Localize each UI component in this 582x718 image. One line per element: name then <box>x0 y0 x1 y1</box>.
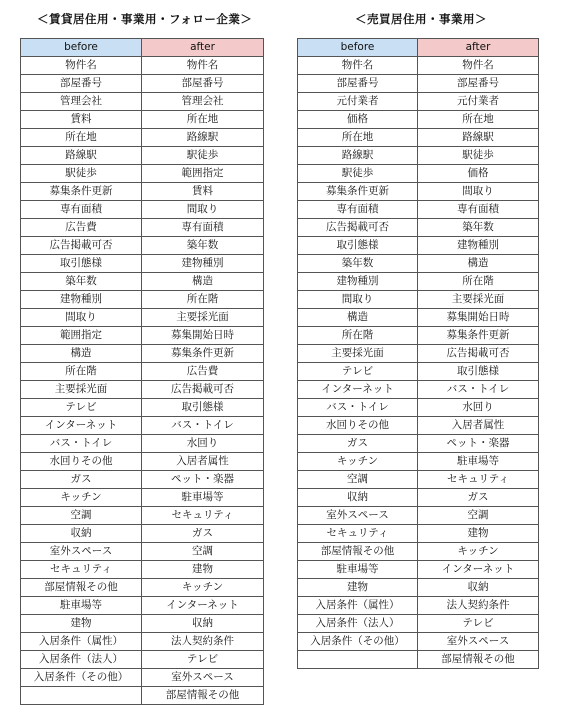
sale-comparison-table <box>297 38 539 669</box>
after-cell: 駐車場等 <box>142 489 264 507</box>
after-cell: 室外スペース <box>142 669 264 687</box>
table-row <box>298 111 539 129</box>
before-cell: テレビ <box>298 363 418 381</box>
after-cell: 取引態様 <box>142 399 264 417</box>
before-cell: 路線駅 <box>21 147 142 165</box>
table-row <box>21 489 264 507</box>
before-cell: 広告掲載可否 <box>21 237 142 255</box>
table-row <box>298 435 539 453</box>
after-cell: ペット・楽器 <box>418 435 539 453</box>
after-cell: ガス <box>418 489 539 507</box>
table-row <box>298 507 539 525</box>
after-cell: インターネット <box>418 561 539 579</box>
after-cell: インターネット <box>142 597 264 615</box>
table-row <box>21 129 264 147</box>
before-cell: 入居条件（その他） <box>21 669 142 687</box>
before-cell: セキュリティ <box>21 561 142 579</box>
table-row <box>298 219 539 237</box>
table-row <box>21 669 264 687</box>
table-row <box>298 255 539 273</box>
before-cell: 水回りその他 <box>298 417 418 435</box>
table-row <box>21 201 264 219</box>
table-row <box>298 273 539 291</box>
table-row <box>298 579 539 597</box>
before-cell: 広告掲載可否 <box>298 219 418 237</box>
before-cell: 部屋番号 <box>298 75 418 93</box>
after-cell: 取引態様 <box>418 363 539 381</box>
before-cell: 取引態様 <box>298 237 418 255</box>
before-cell: バス・トイレ <box>298 399 418 417</box>
after-cell: テレビ <box>418 615 539 633</box>
before-cell: 募集条件更新 <box>21 183 142 201</box>
after-cell: 空調 <box>418 507 539 525</box>
before-cell: 募集条件更新 <box>298 183 418 201</box>
table-row <box>21 615 264 633</box>
before-cell: 構造 <box>298 309 418 327</box>
before-cell: 築年数 <box>298 255 418 273</box>
after-cell: 部屋情報その他 <box>142 687 264 705</box>
before-cell: 部屋番号 <box>21 75 142 93</box>
before-cell: ガス <box>21 471 142 489</box>
before-cell: キッチン <box>21 489 142 507</box>
table-row <box>298 597 539 615</box>
before-cell: 主要採光面 <box>298 345 418 363</box>
before-cell: 空調 <box>21 507 142 525</box>
table-row <box>21 147 264 165</box>
table-row <box>298 363 539 381</box>
table-row <box>21 219 264 237</box>
before-cell: 路線駅 <box>298 147 418 165</box>
before-cell: 部屋情報その他 <box>21 579 142 597</box>
table-row <box>21 633 264 651</box>
before-cell: 所在階 <box>298 327 418 345</box>
table-row <box>21 417 264 435</box>
before-cell: 間取り <box>298 291 418 309</box>
table-row <box>21 399 264 417</box>
table-row <box>298 129 539 147</box>
before-cell <box>298 651 418 669</box>
after-cell: 募集開始日時 <box>418 309 539 327</box>
before-cell: 室外スペース <box>21 543 142 561</box>
table-row <box>298 525 539 543</box>
after-cell: 収納 <box>142 615 264 633</box>
table-row <box>298 633 539 651</box>
after-cell: 建物種別 <box>418 237 539 255</box>
table-row <box>21 453 264 471</box>
after-cell: 募集開始日時 <box>142 327 264 345</box>
after-cell: 構造 <box>418 255 539 273</box>
table-row <box>21 309 264 327</box>
table-row <box>298 453 539 471</box>
before-cell: 駅徒歩 <box>21 165 142 183</box>
after-cell: 募集条件更新 <box>142 345 264 363</box>
after-cell: 専有面積 <box>418 201 539 219</box>
before-cell: 建物種別 <box>21 291 142 309</box>
before-cell: 入居条件（法人） <box>21 651 142 669</box>
table-row <box>21 543 264 561</box>
before-cell: 室外スペース <box>298 507 418 525</box>
after-cell: 空調 <box>142 543 264 561</box>
before-header: before <box>298 39 418 57</box>
after-cell: 築年数 <box>142 237 264 255</box>
after-cell: 広告掲載可否 <box>418 345 539 363</box>
table-row <box>298 651 539 669</box>
table-row <box>21 651 264 669</box>
after-cell: 募集条件更新 <box>418 327 539 345</box>
table-row <box>298 327 539 345</box>
before-cell: 建物 <box>21 615 142 633</box>
after-cell: 駅徒歩 <box>142 147 264 165</box>
before-cell: 駐車場等 <box>21 597 142 615</box>
before-cell: 入居条件（法人） <box>298 615 418 633</box>
before-cell: 範囲指定 <box>21 327 142 345</box>
after-cell: セキュリティ <box>142 507 264 525</box>
before-cell: 主要採光面 <box>21 381 142 399</box>
after-cell: 元付業者 <box>418 93 539 111</box>
before-cell: 物件名 <box>21 57 142 75</box>
before-cell: バス・トイレ <box>21 435 142 453</box>
table-row <box>21 75 264 93</box>
before-cell: 広告費 <box>21 219 142 237</box>
after-cell: 広告費 <box>142 363 264 381</box>
table-row <box>21 291 264 309</box>
sale-table-body <box>298 57 539 669</box>
after-cell: 入居者属性 <box>142 453 264 471</box>
table-row <box>21 93 264 111</box>
after-cell: 間取り <box>418 183 539 201</box>
after-cell: 構造 <box>142 273 264 291</box>
before-cell: インターネット <box>298 381 418 399</box>
before-cell: 水回りその他 <box>21 453 142 471</box>
before-cell: インターネット <box>21 417 142 435</box>
after-cell: 建物種別 <box>142 255 264 273</box>
before-cell: 収納 <box>21 525 142 543</box>
table-row <box>21 345 264 363</box>
after-cell: セキュリティ <box>418 471 539 489</box>
table-row <box>298 381 539 399</box>
before-cell: 空調 <box>298 471 418 489</box>
before-cell <box>21 687 142 705</box>
table-row <box>21 381 264 399</box>
rental-comparison-table <box>20 38 264 705</box>
before-cell: 入居条件（属性） <box>298 597 418 615</box>
before-header: before <box>21 39 142 57</box>
before-cell: 価格 <box>298 111 418 129</box>
table-header-row <box>298 39 539 57</box>
before-cell: 駅徒歩 <box>298 165 418 183</box>
table-row <box>298 561 539 579</box>
after-cell: 所在地 <box>418 111 539 129</box>
after-cell: 部屋情報その他 <box>418 651 539 669</box>
table-row <box>298 147 539 165</box>
table-row <box>298 615 539 633</box>
before-cell: 物件名 <box>298 57 418 75</box>
table-row <box>21 597 264 615</box>
table-row <box>298 93 539 111</box>
after-cell: 専有面積 <box>142 219 264 237</box>
table-row <box>21 111 264 129</box>
table-row <box>298 201 539 219</box>
after-cell: 範囲指定 <box>142 165 264 183</box>
before-cell: 元付業者 <box>298 93 418 111</box>
before-cell: 駐車場等 <box>298 561 418 579</box>
after-cell: 主要採光面 <box>142 309 264 327</box>
before-cell: 部屋情報その他 <box>298 543 418 561</box>
table-row <box>298 345 539 363</box>
after-header: after <box>142 39 264 57</box>
table-row <box>298 399 539 417</box>
after-cell: バス・トイレ <box>418 381 539 399</box>
rental-table-body <box>21 57 264 705</box>
after-cell: 物件名 <box>418 57 539 75</box>
after-cell: 建物 <box>142 561 264 579</box>
table-row <box>21 525 264 543</box>
after-cell: 物件名 <box>142 57 264 75</box>
after-cell: バス・トイレ <box>142 417 264 435</box>
after-cell: ペット・楽器 <box>142 471 264 489</box>
before-cell: 所在階 <box>21 363 142 381</box>
table-row <box>298 309 539 327</box>
before-cell: 築年数 <box>21 273 142 291</box>
table-row <box>21 255 264 273</box>
table-row <box>21 579 264 597</box>
table-row <box>298 75 539 93</box>
after-cell: 賃料 <box>142 183 264 201</box>
after-cell: テレビ <box>142 651 264 669</box>
table-row <box>298 489 539 507</box>
table-row <box>21 507 264 525</box>
before-cell: キッチン <box>298 453 418 471</box>
after-cell: 水回り <box>142 435 264 453</box>
before-cell: 管理会社 <box>21 93 142 111</box>
after-cell: 入居者属性 <box>418 417 539 435</box>
before-cell: 間取り <box>21 309 142 327</box>
table-row <box>298 237 539 255</box>
after-cell: 収納 <box>418 579 539 597</box>
after-cell: 部屋番号 <box>418 75 539 93</box>
table-row <box>298 57 539 75</box>
table-row <box>298 471 539 489</box>
after-cell: 路線駅 <box>142 129 264 147</box>
after-cell: 駐車場等 <box>418 453 539 471</box>
before-cell: 入居条件（属性） <box>21 633 142 651</box>
table-row <box>21 273 264 291</box>
table-row <box>21 363 264 381</box>
after-cell: 建物 <box>418 525 539 543</box>
before-cell: 賃料 <box>21 111 142 129</box>
rental-title: ＜賃貸居住用・事業用・フォロー企業＞ <box>37 12 253 26</box>
after-cell: 所在地 <box>142 111 264 129</box>
after-cell: 法人契約条件 <box>418 597 539 615</box>
before-cell: セキュリティ <box>298 525 418 543</box>
table-row <box>21 237 264 255</box>
before-cell: 専有面積 <box>21 201 142 219</box>
after-cell: 広告掲載可否 <box>142 381 264 399</box>
table-row <box>21 435 264 453</box>
table-row <box>298 417 539 435</box>
after-cell: 法人契約条件 <box>142 633 264 651</box>
before-cell: 所在地 <box>21 129 142 147</box>
table-row <box>21 165 264 183</box>
after-cell: 価格 <box>418 165 539 183</box>
before-cell: 建物 <box>298 579 418 597</box>
table-row <box>21 561 264 579</box>
before-cell: テレビ <box>21 399 142 417</box>
before-cell: 所在地 <box>298 129 418 147</box>
table-row <box>21 183 264 201</box>
after-cell: 所在階 <box>142 291 264 309</box>
after-cell: 主要採光面 <box>418 291 539 309</box>
before-cell: 専有面積 <box>298 201 418 219</box>
table-row <box>21 327 264 345</box>
after-cell: 水回り <box>418 399 539 417</box>
after-cell: キッチン <box>418 543 539 561</box>
after-header: after <box>418 39 539 57</box>
after-cell: 室外スペース <box>418 633 539 651</box>
table-row <box>21 57 264 75</box>
after-cell: キッチン <box>142 579 264 597</box>
before-cell: ガス <box>298 435 418 453</box>
after-cell: 駅徒歩 <box>418 147 539 165</box>
table-row <box>298 291 539 309</box>
after-cell: ガス <box>142 525 264 543</box>
table-row <box>298 183 539 201</box>
table-row <box>298 543 539 561</box>
table-header-row <box>21 39 264 57</box>
sale-title: ＜売買居住用・事業用＞ <box>355 12 487 26</box>
after-cell: 部屋番号 <box>142 75 264 93</box>
table-row <box>21 471 264 489</box>
before-cell: 取引態様 <box>21 255 142 273</box>
before-cell: 構造 <box>21 345 142 363</box>
table-row <box>298 165 539 183</box>
before-cell: 収納 <box>298 489 418 507</box>
after-cell: 築年数 <box>418 219 539 237</box>
after-cell: 管理会社 <box>142 93 264 111</box>
before-cell: 建物種別 <box>298 273 418 291</box>
after-cell: 所在階 <box>418 273 539 291</box>
before-cell: 入居条件（その他） <box>298 633 418 651</box>
table-row <box>21 687 264 705</box>
after-cell: 間取り <box>142 201 264 219</box>
after-cell: 路線駅 <box>418 129 539 147</box>
